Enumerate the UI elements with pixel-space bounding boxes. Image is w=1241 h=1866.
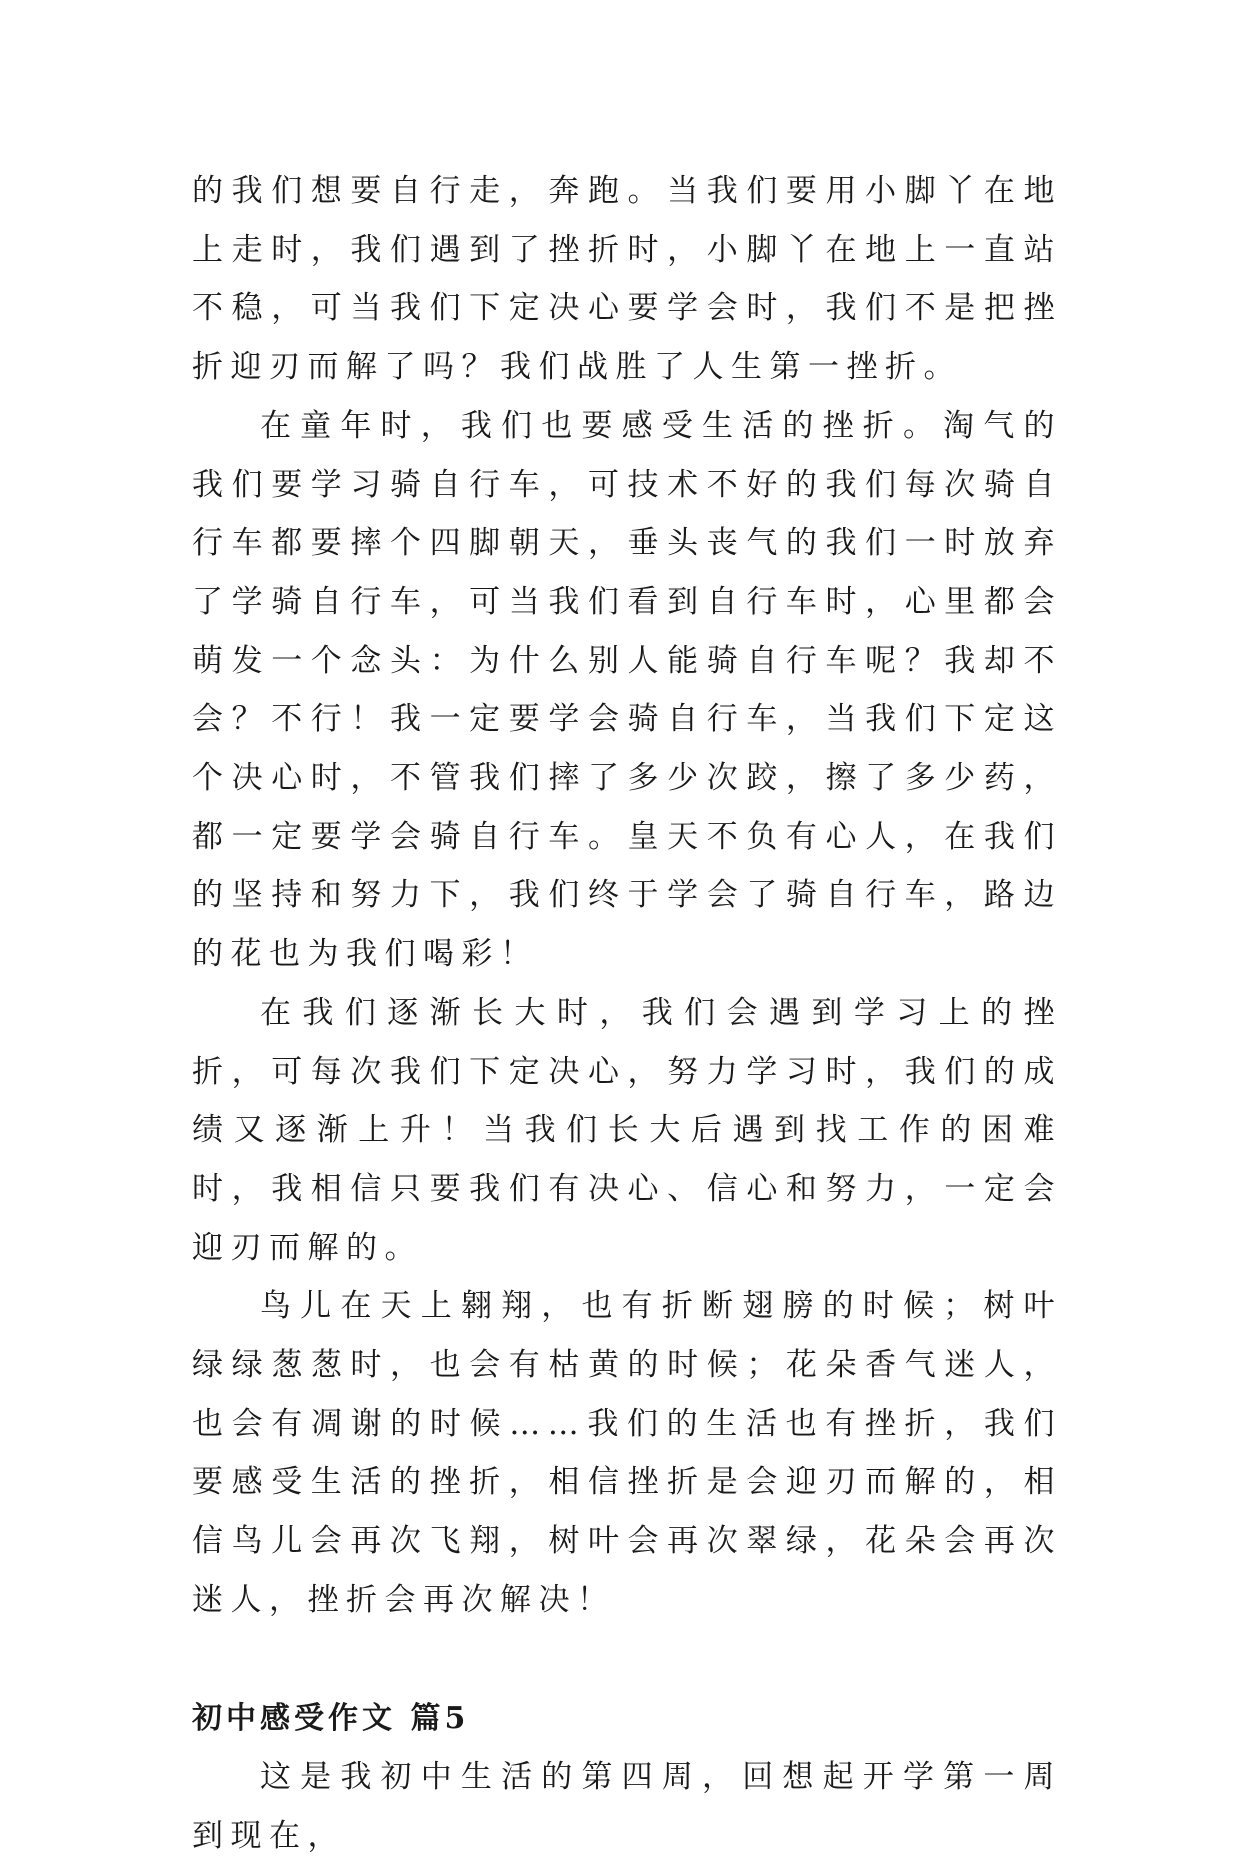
paragraph-childhood: 在童年时，我们也要感受生活的挫折。淘气的我们要学习骑自行车，可技术不好的我们每次骑自行车都要摔个四脚朝天，垂头丧气的我们一时放弃了学骑自行车，可当我们看到自行车时，心里都会萌发一个念头：为什么别人能骑自行车呢？我却不会？不行！我一定要学会骑自行车，当我们下定这个决心时，不管我们摔了多少次跤，擦了多少药，都一定要学会骑自行车。皇天不负有心人，在我们的坚持和努力下，我们终于学会了骑自行车，路边的花也为我们喝彩！	[192, 407, 1062, 973]
document-page	[192, 162, 1062, 1866]
paragraph-continuation: 的我们想要自行走，奔跑。当我们要用小脚丫在地上走时，我们遇到了挫折时，小脚丫在地上一直站不稳，可当我们下定决心要学会时，我们不是把挫折迎刃而解了吗？我们战胜了人生第一挫折。	[192, 173, 1062, 386]
section-title: 初中感受作文 篇5	[192, 1700, 470, 1736]
paragraph-conclusion: 鸟儿在天上翱翔，也有折断翅膀的时候；树叶绿绿葱葱时，也会有枯黄的时候；花朵香气迷人，也会有凋谢的时候……我们的生活也有挫折，我们要感受生活的挫折，相信挫折是会迎刃而解的，相信鸟儿会再次飞翔，树叶会再次翠绿，花朵会再次迷人，挫折会再次解决！	[192, 1288, 1062, 1618]
paragraph-next-section: 这是我初中生活的第四周，回想起开学第一周到现在，	[192, 1759, 1062, 1854]
section-gap	[192, 1630, 1062, 1690]
paragraph-growing-up: 在我们逐渐长大时，我们会遇到学习上的挫折，可每次我们下定决心，努力学习时，我们的成绩又逐渐上升！当我们长大后遇到找工作的困难时，我相信只要我们有决心、信心和努力，一定会迎刃而解的。	[192, 994, 1062, 1266]
